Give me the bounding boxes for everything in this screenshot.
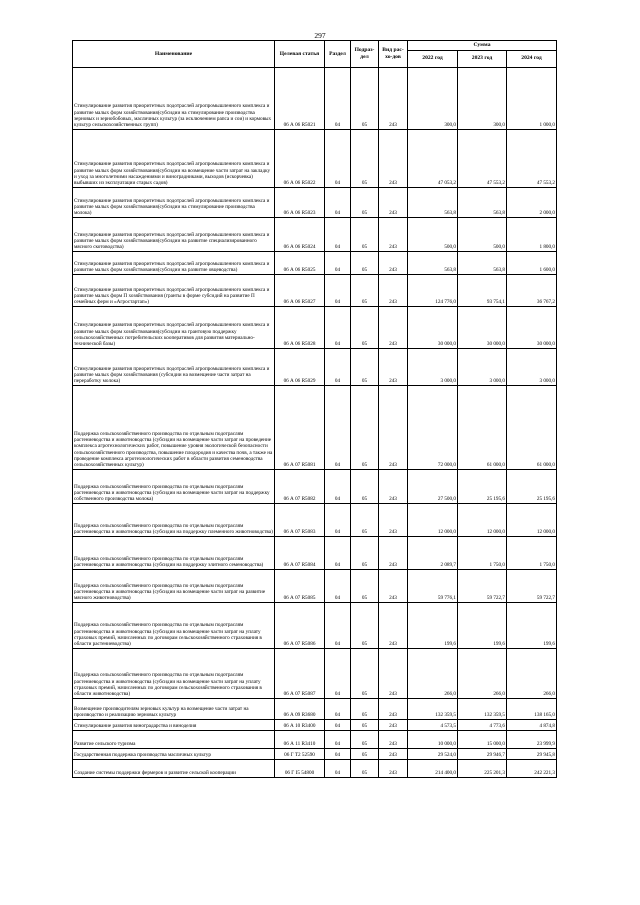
cell-v2022: 10 000,0 — [408, 730, 458, 748]
cell-subsection: 05 — [351, 569, 379, 602]
header-2024: 2024 год — [507, 50, 557, 67]
cell-v2024: 1 800,0 — [507, 217, 557, 251]
cell-name: Поддержка сельскохозяйственного производства по отдельным подотраслям растениеводства и животноводства (субсидии на возмещение части затрат на развитие мясного животноводства) — [73, 569, 275, 602]
cell-v2023: 563,8 — [458, 251, 507, 274]
cell-subsection: 05 — [351, 648, 379, 698]
cell-section: 04 — [325, 730, 351, 748]
cell-target: 06 А 06 R5021 — [275, 67, 325, 129]
cell-v2022: 300,0 — [408, 67, 458, 129]
cell-target: 06 А 07 R5081 — [275, 385, 325, 469]
cell-v2024: 25 195,6 — [507, 469, 557, 503]
cell-name: Стимулирование развития приоритетных подотраслей агропромышленного комплекса и развитие малых форм хозяйствования (субсидии на возмещение части затрат на переработку молока) — [73, 348, 275, 385]
cell-target: 06 А 07 R5084 — [275, 536, 325, 569]
cell-name: Стимулирование развития приоритетных подотраслей агропромышленного комплекса и развитие малых форм хозяйствования(субсидии на грантовую поддержку сельскохозяйственных потребительских кооперативов для развития материально-технической базы) — [73, 306, 275, 348]
table-row — [73, 187, 557, 217]
cell-v2022: 199,6 — [408, 602, 458, 648]
cell-v2023: 1 750,0 — [458, 536, 507, 569]
cell-section: 04 — [325, 719, 351, 730]
cell-type: 243 — [379, 759, 408, 777]
table-row — [73, 730, 557, 748]
cell-subsection: 05 — [351, 698, 379, 719]
cell-target: 06 А 06 R5029 — [275, 348, 325, 385]
cell-v2024: 242 221,3 — [507, 759, 557, 777]
cell-v2022: 3 000,0 — [408, 348, 458, 385]
cell-v2024: 4 874,8 — [507, 719, 557, 730]
cell-v2024: 138 165,0 — [507, 698, 557, 719]
cell-section: 04 — [325, 187, 351, 217]
cell-type: 243 — [379, 251, 408, 274]
cell-v2023: 500,0 — [458, 217, 507, 251]
cell-v2024: 36 767,2 — [507, 274, 557, 306]
cell-subsection: 05 — [351, 217, 379, 251]
budget-table — [72, 40, 557, 778]
cell-subsection: 05 — [351, 719, 379, 730]
table-row — [73, 217, 557, 251]
header-expense-type: Вид рас-хо-дов — [379, 41, 408, 68]
cell-v2023: 12 000,0 — [458, 503, 507, 536]
cell-v2024: 47 553,2 — [507, 129, 557, 187]
cell-name: Поддержка сельскохозяйственного производства по отдельным подотраслям растениеводства и животноводства (субсидии на возмещение части затрат на проведение комплекса агротехнологических работ, повышение уровня экологической безопасности сельскохозяйственного производства, повышение плодородия и качества почв, а также на проведение комплекса агротехнологических работ в области развития семеноводства сельскохозяйственных культур) — [73, 385, 275, 469]
table-row — [73, 385, 557, 469]
cell-name: Стимулирование развития виноградарства и виноделия — [73, 719, 275, 730]
cell-v2023: 59 722,7 — [458, 569, 507, 602]
cell-type: 243 — [379, 748, 408, 759]
cell-subsection: 05 — [351, 748, 379, 759]
cell-v2024: 12 000,0 — [507, 503, 557, 536]
cell-subsection: 05 — [351, 602, 379, 648]
header-section: Раздел — [325, 41, 351, 68]
cell-v2023: 225 201,3 — [458, 759, 507, 777]
header-sum: Сумма — [408, 41, 557, 51]
table-row — [73, 719, 557, 730]
cell-target: 06 А 07 R5082 — [275, 469, 325, 503]
cell-subsection: 05 — [351, 730, 379, 748]
cell-type: 243 — [379, 698, 408, 719]
cell-v2023: 132 359,5 — [458, 698, 507, 719]
cell-subsection: 05 — [351, 536, 379, 569]
cell-name: Стимулирование развития приоритетных подотраслей агропромышленного комплекса и развитие малых форм хозяйствования(субсидии на стимулирование производства зерновых и зернобобовых, масличных культур (за исключением рапса и сои) и кормовых культур сельскохозяйственных групп) — [73, 67, 275, 129]
cell-target: 06 А 11 R3410 — [275, 730, 325, 748]
table-row — [73, 306, 557, 348]
cell-name: Развитие сельского туризма — [73, 730, 275, 748]
table-row — [73, 536, 557, 569]
cell-v2022: 72 000,0 — [408, 385, 458, 469]
cell-v2023: 300,0 — [458, 67, 507, 129]
table-row — [73, 602, 557, 648]
cell-section: 04 — [325, 759, 351, 777]
cell-name: Поддержка сельскохозяйственного производства по отдельным подотраслям растениеводства и животноводства (субсидии на возмещение части затрат на уплату страховых премий, начисленных по договорам сельскохозяйственного страхования в области животноводства) — [73, 648, 275, 698]
table-row — [73, 648, 557, 698]
cell-v2023: 199,6 — [458, 602, 507, 648]
table-body — [73, 67, 557, 777]
table-row — [73, 129, 557, 187]
cell-v2022: 47 053,2 — [408, 129, 458, 187]
cell-v2022: 214 400,0 — [408, 759, 458, 777]
table-row — [73, 251, 557, 274]
cell-target: 06 Г I5 54800 — [275, 759, 325, 777]
cell-v2023: 4 773,6 — [458, 719, 507, 730]
cell-v2022: 27 500,0 — [408, 469, 458, 503]
table-row — [73, 503, 557, 536]
cell-v2024: 59 722,7 — [507, 569, 557, 602]
table-row — [73, 469, 557, 503]
cell-type: 243 — [379, 348, 408, 385]
cell-section: 04 — [325, 306, 351, 348]
cell-type: 243 — [379, 217, 408, 251]
cell-subsection: 05 — [351, 187, 379, 217]
cell-section: 04 — [325, 67, 351, 129]
cell-subsection: 05 — [351, 759, 379, 777]
cell-target: 06 А 06 R5022 — [275, 129, 325, 187]
cell-type: 243 — [379, 469, 408, 503]
cell-type: 243 — [379, 536, 408, 569]
table-row — [73, 698, 557, 719]
cell-target: 06 Г Т2 52590 — [275, 748, 325, 759]
table-row — [73, 748, 557, 759]
cell-section: 04 — [325, 385, 351, 469]
cell-type: 243 — [379, 385, 408, 469]
cell-subsection: 05 — [351, 469, 379, 503]
cell-name: Поддержка сельскохозяйственного производства по отдельным подотраслям растениеводства и животноводства (субсидии на возмещение части затрат на поддержку собственного производства молока) — [73, 469, 275, 503]
cell-name: Поддержка сельскохозяйственного производства по отдельным подотраслям растениеводства и животноводства (субсидии на поддержку элитного семеноводства) — [73, 536, 275, 569]
cell-v2024: 199,6 — [507, 602, 557, 648]
cell-section: 04 — [325, 748, 351, 759]
header-2023: 2023 год — [458, 50, 507, 67]
cell-subsection: 05 — [351, 348, 379, 385]
cell-target: 06 А 07 R5086 — [275, 602, 325, 648]
cell-section: 04 — [325, 274, 351, 306]
header-2022: 2022 год — [408, 50, 458, 67]
cell-v2022: 59 776,1 — [408, 569, 458, 602]
cell-type: 243 — [379, 187, 408, 217]
header-target: Целевая статья — [275, 41, 325, 68]
cell-v2024: 2 000,0 — [507, 187, 557, 217]
cell-section: 04 — [325, 129, 351, 187]
cell-type: 243 — [379, 648, 408, 698]
cell-target: 06 А 10 R3400 — [275, 719, 325, 730]
cell-v2023: 30 000,0 — [458, 306, 507, 348]
cell-v2023: 47 553,2 — [458, 129, 507, 187]
cell-v2024: 61 000,0 — [507, 385, 557, 469]
cell-name: Государственная поддержка производства масличных культур — [73, 748, 275, 759]
cell-target: 06 А 06 R5027 — [275, 274, 325, 306]
cell-name: Создание системы поддержки фермеров и развитие сельской кооперации — [73, 759, 275, 777]
cell-target: 06 А 07 R5087 — [275, 648, 325, 698]
cell-type: 243 — [379, 274, 408, 306]
cell-section: 04 — [325, 469, 351, 503]
header-name: Наименование — [73, 41, 275, 68]
cell-v2022: 4 573,5 — [408, 719, 458, 730]
cell-v2022: 563,8 — [408, 251, 458, 274]
cell-name: Стимулирование развития приоритетных подотраслей агропромышленного комплекса и развитие малых форм хозяйствования(субсидии на возмещение части затрат на закладку и уход за многолетними насаждениями и виноградниками, выходов (искорчевка) выбывших из эксплуатации старых садов) — [73, 129, 275, 187]
cell-v2024: 1 750,0 — [507, 536, 557, 569]
table-row — [73, 569, 557, 602]
table-row — [73, 274, 557, 306]
cell-subsection: 05 — [351, 251, 379, 274]
cell-v2022: 12 000,0 — [408, 503, 458, 536]
cell-v2023: 3 000,0 — [458, 348, 507, 385]
header-subsection: Подраз-дел — [351, 41, 379, 68]
cell-v2022: 563,8 — [408, 187, 458, 217]
cell-subsection: 05 — [351, 274, 379, 306]
cell-type: 243 — [379, 503, 408, 536]
cell-v2023: 563,8 — [458, 187, 507, 217]
cell-section: 04 — [325, 536, 351, 569]
cell-target: 06 А 06 R5023 — [275, 187, 325, 217]
cell-v2024: 266,0 — [507, 648, 557, 698]
cell-target: 06 А 09 R3680 — [275, 698, 325, 719]
cell-name: Стимулирование развития приоритетных подотраслей агропромышленного комплекса и развитие малых форм хозяйствования(субсидии на развитие овцеводства) — [73, 251, 275, 274]
cell-subsection: 05 — [351, 503, 379, 536]
cell-type: 243 — [379, 719, 408, 730]
cell-v2022: 266,0 — [408, 648, 458, 698]
cell-target: 06 А 06 R5025 — [275, 251, 325, 274]
cell-section: 04 — [325, 348, 351, 385]
cell-section: 04 — [325, 503, 351, 536]
cell-name: Возмещение производителям зерновых культур на возмещение части затрат на производство и реализацию зерновых культур — [73, 698, 275, 719]
cell-v2023: 61 000,0 — [458, 385, 507, 469]
table-row — [73, 348, 557, 385]
cell-section: 04 — [325, 602, 351, 648]
cell-subsection: 05 — [351, 306, 379, 348]
table-row — [73, 67, 557, 129]
cell-name: Стимулирование развития приоритетных подотраслей агропромышленного комплекса и развитие малых форм хозяйствования(субсидии на стимулирование производства молока) — [73, 187, 275, 217]
cell-target: 06 А 06 R5028 — [275, 306, 325, 348]
cell-type: 243 — [379, 730, 408, 748]
cell-v2024: 1 600,0 — [507, 251, 557, 274]
cell-v2022: 2 089,7 — [408, 536, 458, 569]
cell-type: 243 — [379, 569, 408, 602]
cell-section: 04 — [325, 251, 351, 274]
cell-v2022: 29 524,0 — [408, 748, 458, 759]
cell-type: 243 — [379, 67, 408, 129]
cell-v2024: 1 000,0 — [507, 67, 557, 129]
cell-name: Стимулирование развития приоритетных подотраслей агропромышленного комплекса и развитие малых форм П хозяйствования (гранты в форме субсидий на развитие П семейных ферм и «Агростартап») — [73, 274, 275, 306]
cell-v2022: 30 000,0 — [408, 306, 458, 348]
page-number: 297 — [314, 31, 326, 40]
cell-v2022: 124 776,0 — [408, 274, 458, 306]
cell-subsection: 05 — [351, 385, 379, 469]
cell-name: Поддержка сельскохозяйственного производства по отдельным подотраслям растениеводства и животноводства (субсидии на поддержку племенного животноводства) — [73, 503, 275, 536]
cell-v2023: 93 754,1 — [458, 274, 507, 306]
cell-v2023: 15 000,0 — [458, 730, 507, 748]
cell-v2023: 25 195,6 — [458, 469, 507, 503]
cell-type: 243 — [379, 602, 408, 648]
cell-v2023: 29 946,7 — [458, 748, 507, 759]
cell-name: Стимулирование развития приоритетных подотраслей агропромышленного комплекса и развитие малых форм хозяйствования(субсидии на развитие специализированного мясного скотоводства) — [73, 217, 275, 251]
cell-section: 04 — [325, 217, 351, 251]
cell-v2022: 132 359,5 — [408, 698, 458, 719]
table-row — [73, 759, 557, 777]
cell-section: 04 — [325, 698, 351, 719]
cell-type: 243 — [379, 306, 408, 348]
cell-v2023: 266,0 — [458, 648, 507, 698]
cell-name: Поддержка сельскохозяйственного производства по отдельным подотраслям растениеводства и животноводства (субсидии на возмещение части затрат на уплату страховых премий, начисленных по договорам сельскохозяйственного страхования в области растениеводства) — [73, 602, 275, 648]
cell-v2024: 30 000,0 — [507, 306, 557, 348]
cell-v2024: 3 000,0 — [507, 348, 557, 385]
cell-subsection: 05 — [351, 129, 379, 187]
cell-v2022: 500,0 — [408, 217, 458, 251]
cell-type: 243 — [379, 129, 408, 187]
cell-target: 06 А 07 R5083 — [275, 503, 325, 536]
cell-section: 04 — [325, 648, 351, 698]
cell-target: 06 А 06 R5024 — [275, 217, 325, 251]
cell-section: 04 — [325, 569, 351, 602]
cell-v2024: 23 999,9 — [507, 730, 557, 748]
cell-target: 06 А 07 R5085 — [275, 569, 325, 602]
cell-subsection: 05 — [351, 67, 379, 129]
cell-v2024: 29 945,8 — [507, 748, 557, 759]
